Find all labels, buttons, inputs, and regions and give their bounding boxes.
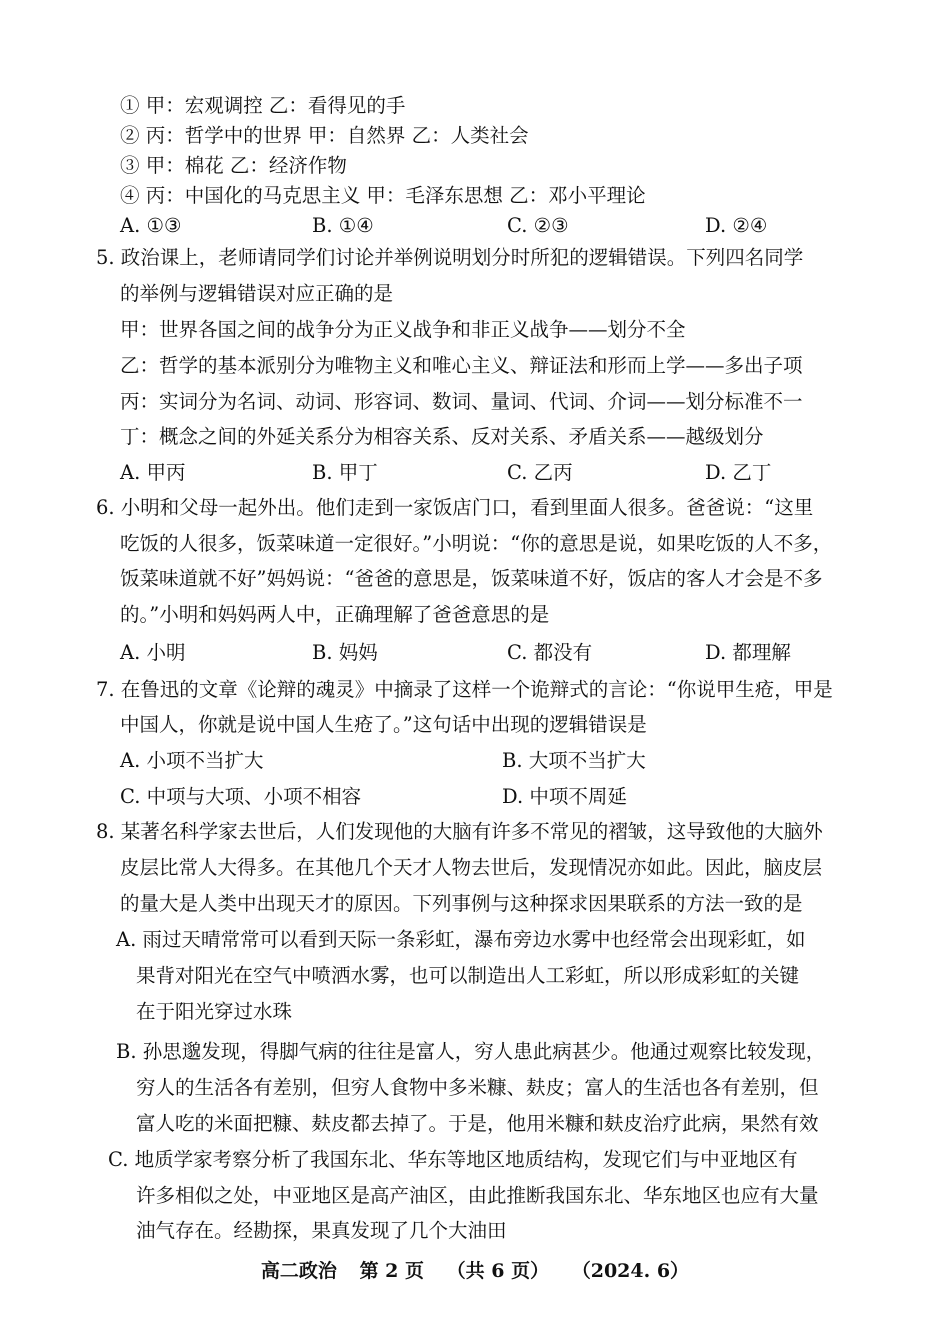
q7-stem-line-2: 中国人，你就是说中国人生疮了。”这句话中出现的逻辑错误是 xyxy=(120,713,647,736)
q5-item-bing: 丙：实词分为名词、动词、形容词、数词、量词、代词、介词——划分标准不一 xyxy=(120,390,803,413)
q5-option-d: D. 乙丁 xyxy=(705,461,772,484)
q5-item-jia: 甲：世界各国之间的战争分为正义战争和非正义战争——划分不全 xyxy=(120,318,686,341)
q5-stem-line-2: 的举例与逻辑错误对应正确的是 xyxy=(120,282,394,305)
footer-total-pages: （共 6 页） xyxy=(446,1260,550,1282)
page-footer xyxy=(0,1262,950,1281)
q4-item-1: ① 甲：宏观调控 乙：看得见的手 xyxy=(120,94,406,117)
q4-option-a: A. ①③ xyxy=(120,214,182,237)
q6-option-c: C. 都没有 xyxy=(507,641,593,664)
q4-option-d: D. ②④ xyxy=(705,214,768,237)
q4-item-3: ③ 甲：棉花 乙：经济作物 xyxy=(120,154,347,177)
q6-option-d: D. 都理解 xyxy=(705,641,791,664)
q6-option-b: B. 妈妈 xyxy=(312,641,378,664)
q8-option-b-line-2: 穷人的生活各有差别，但穷人食物中多米糠、麸皮；富人的生活也各有差别，但 xyxy=(136,1076,819,1099)
q4-item-2: ② 丙：哲学中的世界 甲：自然界 乙：人类社会 xyxy=(120,124,529,147)
q8-option-a-line-1: A. 雨过天晴常常可以看到天际一条彩虹，瀑布旁边水雾中也经常会出现彩虹，如 xyxy=(116,928,806,951)
q8-option-a-line-3: 在于阳光穿过水珠 xyxy=(136,1000,293,1023)
q6-stem-line-4: 的。”小明和妈妈两人中，正确理解了爸爸意思的是 xyxy=(120,603,550,626)
q5-item-ding: 丁：概念之间的外延关系分为相容关系、反对关系、矛盾关系——越级划分 xyxy=(120,425,764,448)
q5-option-b: B. 甲丁 xyxy=(312,461,378,484)
q8-option-b-line-1: B. 孙思邈发现，得脚气病的往往是富人，穷人患此病甚少。他通过观察比较发现， xyxy=(116,1040,826,1063)
q7-option-c: C. 中项与大项、小项不相容 xyxy=(120,785,362,808)
q6-stem-line-1: 6. 小明和父母一起外出。他们走到一家饭店门口，看到里面人很多。爸爸说：“这里 xyxy=(96,496,814,519)
q5-option-c: C. 乙丙 xyxy=(507,461,573,484)
footer-subject: 高二政治 xyxy=(260,1260,337,1282)
q5-stem-line-1: 5. 政治课上，老师请同学们讨论并举例说明划分时所犯的逻辑错误。下列四名同学 xyxy=(96,246,804,269)
q7-stem-line-1: 7. 在鲁迅的文章《论辩的魂灵》中摘录了这样一个诡辩式的言论：“你说甲生疮，甲是 xyxy=(96,678,833,701)
q7-option-b: B. 大项不当扩大 xyxy=(502,749,646,772)
q6-stem-line-3: 饭菜味道就不好”妈妈说：“爸爸的意思是，饭菜味道不好，饭店的客人才会是不多 xyxy=(120,567,823,590)
q8-option-c-line-2: 许多相似之处，中亚地区是高产油区，由此推断我国东北、华东地区也应有大量 xyxy=(136,1184,819,1207)
q4-option-b: B. ①④ xyxy=(312,214,374,237)
q8-option-c-line-1: C. 地质学家考察分析了我国东北、华东等地区地质结构，发现它们与中亚地区有 xyxy=(108,1148,798,1171)
q5-option-a: A. 甲丙 xyxy=(120,461,186,484)
footer-date: （2024. 6） xyxy=(571,1260,690,1282)
q5-item-yi: 乙：哲学的基本派别分为唯物主义和唯心主义、辩证法和形而上学——多出子项 xyxy=(120,354,803,377)
q6-stem-line-2: 吃饭的人很多，饭菜味道一定很好。”小明说：“你的意思是说，如果吃饭的人不多， xyxy=(120,532,833,555)
q8-option-c-line-3: 油气存在。经勘探，果真发现了几个大油田 xyxy=(136,1219,507,1242)
q4-item-4: ④ 丙：中国化的马克思主义 甲：毛泽东思想 乙：邓小平理论 xyxy=(120,184,646,207)
q7-option-a: A. 小项不当扩大 xyxy=(120,749,264,772)
q8-stem-line-1: 8. 某著名科学家去世后，人们发现他的大脑有许多不常见的褶皱，这导致他的大脑外 xyxy=(96,820,823,843)
q7-option-d: D. 中项不周延 xyxy=(502,785,627,808)
q8-stem-line-3: 的量大是人类中出现天才的原因。下列事例与这种探求因果联系的方法一致的是 xyxy=(120,892,803,915)
q4-option-c: C. ②③ xyxy=(507,214,569,237)
footer-page-number: 第 2 页 xyxy=(359,1260,425,1282)
q8-option-a-line-2: 果背对阳光在空气中喷洒水雾，也可以制造出人工彩虹，所以形成彩虹的关键 xyxy=(136,964,800,987)
q6-option-a: A. 小明 xyxy=(120,641,186,664)
q8-option-b-line-3: 富人吃的米面把糠、麸皮都去掉了。于是，他用米糠和麸皮治疗此病，果然有效 xyxy=(136,1112,819,1135)
q8-stem-line-2: 皮层比常人大得多。在其他几个天才人物去世后，发现情况亦如此。因此，脑皮层 xyxy=(120,856,823,879)
